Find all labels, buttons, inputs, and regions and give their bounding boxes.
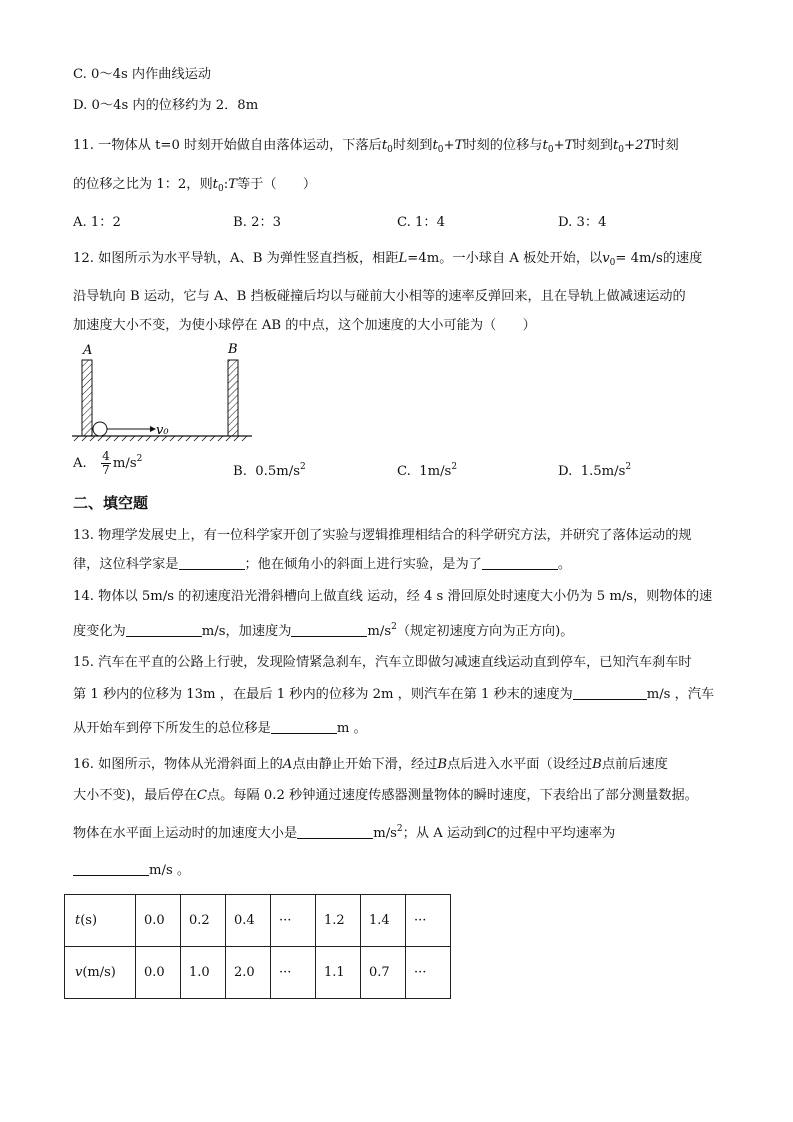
answer-blank	[297, 825, 373, 839]
table-cell: 1.4	[361, 895, 406, 947]
q12-option-c: C. $1m/s^2$	[397, 462, 458, 479]
answer-blank	[126, 623, 202, 637]
q12-figure	[66, 340, 266, 445]
q11-line-1: 11. 一物体从 t=0 时刻开始做自由落体运动，下落后$t_0$时刻到$t_0+T$时刻的位移与$t_0+T$时刻到$t_0+2T$时刻	[73, 138, 679, 155]
q16-line-4: m/s 。	[73, 862, 190, 880]
answer-blank	[291, 623, 367, 637]
measurement-table	[64, 894, 451, 999]
table-cell: ···	[406, 947, 451, 999]
table-cell: 1.1	[316, 947, 361, 999]
q16-line-1: 16. 如图所示，物体从光滑斜面上的A点由静止开始下滑，经过B点后进入水平面（设经过B点前后速度	[73, 757, 668, 772]
q11-option-d: D. 3：4	[558, 215, 607, 230]
table-cell: 1.2	[316, 895, 361, 947]
q16-line-2: 大小不变)，最后停在C点。每隔 0.2 秒钟通过速度传感器测量物体的瞬时速度，下表给出了部分测量数据。	[73, 788, 698, 803]
answer-blank	[482, 556, 558, 570]
answer-blank	[271, 720, 337, 734]
answer-blank	[73, 862, 149, 876]
q15-line-2: 第 1 秒内的位移为 13m ，在最后 1 秒内的位移为 2m ，则汽车在第 1 秒末的速度为 m/s ，汽车	[73, 687, 715, 702]
table-cell: ···	[406, 895, 451, 947]
q11-option-c: C. 1：4	[397, 215, 445, 230]
q12-option-d: D. $1.5m/s^2$	[558, 462, 632, 479]
q12-line-2: 沿导轨向 B 运动，它与 A、B 挡板碰撞后均以与碰前大小相等的速率反弹回来，且在导轨上做减速运动的	[73, 289, 686, 304]
table-cell: 0.2	[181, 895, 226, 947]
table-cell: 0.0	[136, 947, 181, 999]
q16-line-3: 物体在水平面上运动时的加速度大小是 $m/s^2$；从 A 运动到C的过程中平均速率为	[73, 824, 616, 841]
table-cell: 1.0	[181, 947, 226, 999]
section-heading-fill-in: 二、填空题	[73, 494, 149, 512]
q13-line-2: 律，这位科学家是 ；他在倾角小的斜面上进行实验，是为了 。	[73, 557, 572, 572]
table-row	[65, 895, 451, 947]
v0-label: v₀	[156, 423, 169, 438]
q11-line-2: 的位移之比为 1：2，则$t_0:T$等于（ ）	[73, 177, 317, 194]
answer-blank	[573, 686, 647, 700]
ball	[93, 422, 107, 436]
q15-line-1: 15. 汽车在平直的公路上行驶，发现险情紧急刹车，汽车立即做匀减速直线运动直到停车，已知汽车刹车时	[73, 655, 692, 670]
q12-line-1: 12. 如图所示为水平导轨，A、B 为弹性竖直挡板，相距L=4m。一小球自 A 板处开始，以$v_0= 4m/s$的速度	[73, 251, 703, 268]
table-cell: 0.4	[226, 895, 271, 947]
q12-line-3: 加速度大小不变，为使小球停在 AB 的中点，这个加速度的大小可能为（ ）	[73, 318, 536, 333]
time-header: t(s)	[65, 895, 136, 947]
velocity-header: v(m/s)	[65, 947, 136, 999]
fraction: $\frac{4}{7}$	[102, 449, 110, 477]
table-row	[65, 947, 451, 999]
option-d-prev: D. 0～4s 内的位移约为 2．8m	[73, 98, 259, 113]
table-cell: 2.0	[226, 947, 271, 999]
table-cell: ···	[271, 947, 316, 999]
q13-line-1: 13. 物理学发展史上，有一位科学家开创了实验与逻辑推理相结合的科学研究方法，并研究了落体运动的规	[73, 528, 692, 543]
wall-a	[82, 360, 92, 436]
option-c-prev: C. 0～4s 内作曲线运动	[73, 67, 212, 82]
wall-a-label: A	[83, 343, 93, 358]
wall-b	[228, 360, 238, 436]
answer-blank	[179, 556, 245, 570]
table-cell: ···	[271, 895, 316, 947]
table-cell: 0.7	[361, 947, 406, 999]
q11-option-b: B. 2：3	[233, 215, 282, 230]
q14-line-1: 14. 物体以 5m/s 的初速度沿光滑斜槽向上做直线 运动，经 4 s 滑回原处时速度大小仍为 5 m/s，则物体的速	[73, 589, 713, 604]
table-cell: 0.0	[136, 895, 181, 947]
q12-option-a: A. $\frac{4}{7}$ $m/s^2$	[73, 449, 143, 477]
q15-line-3: 从开始车到停下所发生的总位移是 m 。	[73, 721, 367, 736]
q11-option-a: A. 1：2	[73, 215, 121, 230]
q12-option-b: B. $0.5m/s^2$	[233, 462, 306, 479]
wall-b-label: B	[228, 342, 238, 357]
q14-line-2: 度变化为 m/s，加速度为 $m/s^2$（规定初速度方向为正方向)。	[73, 622, 574, 639]
